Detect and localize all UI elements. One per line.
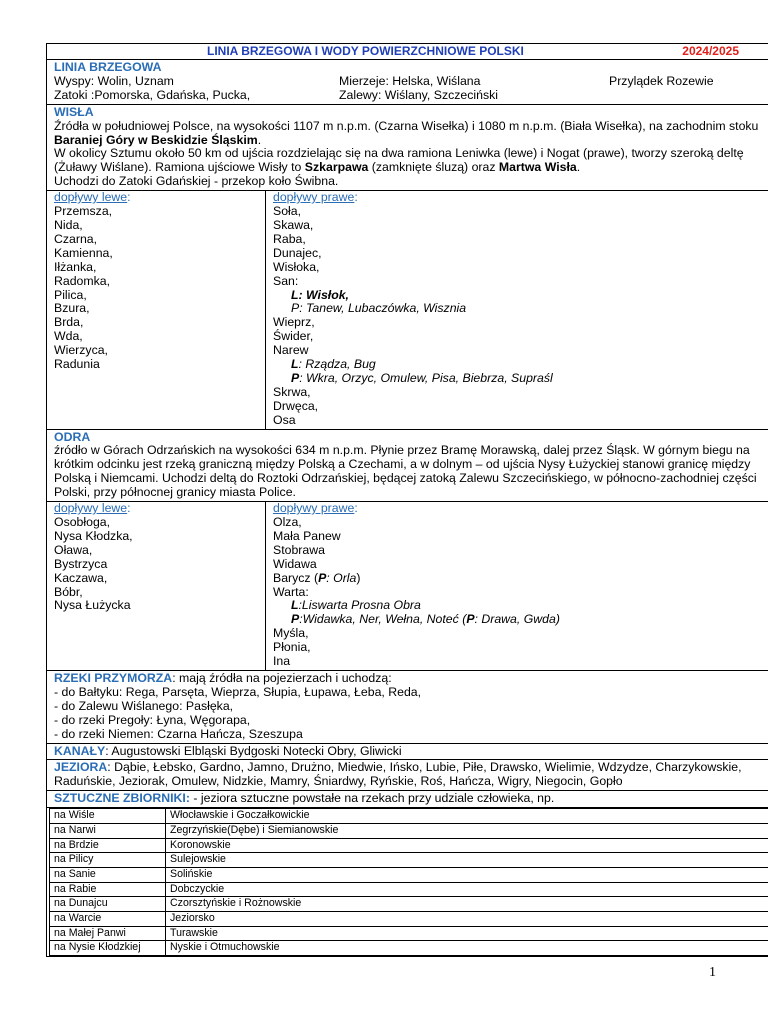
- reservoir-river-cell: na Warcie: [50, 912, 166, 927]
- tributary-item: Drwęca,: [273, 398, 319, 413]
- odra-right-tributaries: dopływy prawe: Olza, Mała Panew Stobrawa Widawa Barycz (P: Orla) Warta: L:Liswarta Prosna Obra P:Widawka, Ner, Wełna, Noteć (P: Drawa, Gwda) Myśla, Płonia, Ina: [266, 502, 768, 670]
- lakes-title: JEZIORA: [54, 760, 108, 775]
- table-row: [50, 838, 768, 853]
- document-title: LINIA BRZEGOWA I WODY POWIERZCHNIOWE POLSKI: [207, 43, 524, 58]
- coastal-river-item: - do Bałtyku: Rega, Parsęta, Wieprza, Słupia, Łupawa, Łeba, Reda,: [54, 684, 422, 699]
- reservoir-river-cell: na Sanie: [50, 867, 166, 882]
- reservoirs-table: [49, 808, 768, 956]
- wisla-left-tributaries: dopływy lewe: Przemsza, Nida, Czarna, Kamienna, Iłżanka, Radomka, Pilica, Bzura, Brda, Wda, Wierzyca, Radunia: [47, 191, 266, 428]
- reservoir-name-cell: Włocławskie i Goczałkowickie: [166, 809, 768, 824]
- reservoir-river-cell: na Dunajcu: [50, 897, 166, 912]
- tributary-item: Przemsza,: [54, 204, 113, 219]
- left-tributaries-heading: dopływy lewe: [54, 501, 128, 516]
- school-year: 2024/2025: [682, 43, 739, 58]
- narew-right-tributaries: P: Wkra, Orzyc, Omulew, Pisa, Biebrza, Supraśl: [291, 370, 553, 385]
- odra-tributaries: [46, 502, 768, 671]
- document-header: [46, 43, 768, 60]
- tributary-item: Mała Panew: [273, 528, 341, 543]
- tributary-item: Osobłoga,: [54, 515, 111, 529]
- reservoir-river-cell: na Nysie Kłodzkiej: [50, 941, 166, 956]
- reservoir-name-cell: Turawskie: [166, 926, 768, 941]
- reservoirs-title: SZTUCZNE ZBIORNIKI:: [54, 791, 190, 806]
- coastal-rivers-title: RZEKI PRZYMORZA: [54, 670, 173, 685]
- reservoir-name-cell: Koronowskie: [166, 838, 768, 853]
- tributary-item: Iłżanka,: [54, 259, 97, 274]
- table-row: [50, 853, 768, 868]
- worksheet: [46, 43, 768, 957]
- san-left-tributaries: L: Wisłok,: [291, 287, 349, 302]
- barycz-item: Barycz (P: Orla): [273, 570, 361, 585]
- tributary-item: Olza,: [273, 515, 302, 529]
- tributary-item: Soła,: [273, 204, 302, 219]
- odra-description: źródło w Górach Odrzańskich na wysokości 634 m n.p.m. Płynie przez Bramę Morawską, dalej przez Śląsk. W górnym biegu na krótkim odcinku jest rzeką graniczną między Polską a Czechami, a w dolnym – od ujścia Nysy Łużyckiej stanowi granicę między Polską i Niemcami. Uchodzi deltą do Roztoki Odrzańskiej, będącej zatoką Zalewu Szczecińskiego, w północno-zachodniej części Polski, przy północnej granicy miasta Police.: [54, 443, 757, 500]
- page-number: 1: [709, 965, 716, 980]
- tributary-item: San:: [273, 273, 299, 288]
- table-row: [50, 867, 768, 882]
- canals-list: : Augustowski Elbląski Bydgoski Notecki Obry, Gliwicki: [105, 743, 402, 758]
- tributary-item: Wieprz,: [273, 315, 315, 330]
- reservoirs-table-wrap: [46, 808, 768, 957]
- wisla-section: [46, 105, 768, 191]
- table-row: [50, 941, 768, 956]
- cape-text: Przylądek Rozewie: [609, 73, 714, 88]
- spits-text: Mierzeje: Helska, Wiślana: [339, 73, 481, 88]
- canals-section: [46, 744, 768, 761]
- islands-text: Wyspy: Wolin, Uznam: [54, 73, 174, 88]
- warta-item: Warta:: [273, 584, 309, 599]
- odra-left-tributaries: dopływy lewe: Osobłoga, Nysa Kłodzka, Oława, Bystrzyca Kaczawa, Bóbr, Nysa Łużycka: [47, 502, 266, 670]
- tributary-item: Bóbr,: [54, 584, 83, 599]
- reservoir-river-cell: na Brdzie: [50, 838, 166, 853]
- reservoir-name-cell: Dobczyckie: [166, 882, 768, 897]
- tributary-item: Myśla,: [273, 626, 309, 641]
- left-tributaries-heading: dopływy lewe: [54, 190, 128, 205]
- reservoir-name-cell: Solińskie: [166, 867, 768, 882]
- tributary-item: Świder,: [273, 329, 314, 344]
- tributary-item: Wda,: [54, 329, 83, 344]
- tributary-item: Raba,: [273, 231, 306, 246]
- tributary-item: Wierzyca,: [54, 343, 108, 358]
- wisla-tributaries: [46, 191, 768, 429]
- coastal-rivers-intro: : mają źródła na pojezierzach i uchodzą:: [172, 670, 392, 685]
- coastal-river-item: - do Zalewu Wiślanego: Pasłęka,: [54, 698, 234, 713]
- tributary-item: Ina: [273, 654, 291, 669]
- bays-text: Zatoki :Pomorska, Gdańska, Pucka,: [54, 87, 251, 102]
- tributary-item: Nysa Kłodzka,: [54, 528, 133, 543]
- tributary-item: Widawa: [273, 556, 317, 571]
- tributary-item: Nida,: [54, 217, 83, 232]
- tributary-item: Radunia: [54, 357, 100, 372]
- canals-title: KANAŁY: [54, 743, 106, 758]
- right-tributaries-heading: dopływy prawe: [273, 501, 355, 516]
- tributary-item: Bystrzyca: [54, 556, 108, 571]
- tributary-item: Czarna,: [54, 231, 98, 246]
- reservoir-name-cell: Nyskie i Otmuchowskie: [166, 941, 768, 956]
- right-tributaries-heading: dopływy prawe: [273, 190, 355, 205]
- tributary-item: Radomka,: [54, 273, 111, 288]
- reservoir-name-cell: Czorsztyńskie i Rożnowskie: [166, 897, 768, 912]
- table-row: [50, 809, 768, 824]
- reservoir-name-cell: Jeziorsko: [166, 912, 768, 927]
- reservoir-river-cell: na Małej Panwi: [50, 926, 166, 941]
- table-row: [50, 897, 768, 912]
- lakes-section: [46, 760, 768, 791]
- tributary-item: Oława,: [54, 542, 93, 557]
- wisla-right-tributaries: dopływy prawe: Soła, Skawa, Raba, Dunajec, Wisłoka, San: L: Wisłok, P: Tanew, Lubaczówka, Wisznia Wieprz, Świder, Narew L: Rządza, Bug P: Wkra, Orzyc, Omulew, Pisa, Biebrza, Supraśl Skrwa, Drwęca, Osa: [266, 191, 768, 428]
- reservoir-river-cell: na Narwi: [50, 823, 166, 838]
- lakes-list: : Dąbie, Łebsko, Gardno, Jamno, Drużno, Miedwie, Ińsko, Lubie, Piłe, Drawsko, Wielimie, Wdzydze, Charzykowskie, Raduńskie, Jeziorak, Omulew, Nidzkie, Mamry, Śniardwy, Ryńskie, Roś, Hańcza, Wigry, Niegocin, Gopło: [54, 760, 742, 789]
- wisla-mouth-text: Uchodzi do Zatoki Gdańskiej - przekop koło Świbna.: [54, 174, 339, 189]
- lagoons-text: Zalewy: Wiślany, Szczeciński: [339, 87, 498, 102]
- tributary-item: Płonia,: [273, 640, 311, 655]
- coastline-title: LINIA BRZEGOWA: [54, 60, 162, 74]
- reservoirs-section: [46, 791, 768, 808]
- tributary-item: Narew: [273, 343, 309, 358]
- warta-left-tributaries: L:Liswarta Prosna Obra: [291, 598, 421, 613]
- reservoir-river-cell: na Pilicy: [50, 853, 166, 868]
- reservoir-river-cell: na Wiśle: [50, 809, 166, 824]
- san-right-tributaries: P: Tanew, Lubaczówka, Wisznia: [291, 301, 467, 316]
- warta-right-tributaries: P:Widawka, Ner, Wełna, Noteć (P: Drawa, Gwda): [291, 612, 560, 627]
- tributary-item: Stobrawa: [273, 542, 325, 557]
- coastal-river-item: - do rzeki Pregoły: Łyna, Węgorapa,: [54, 712, 251, 727]
- tributary-item: Nysa Łużycka: [54, 598, 131, 613]
- tributary-item: Osa: [273, 412, 296, 427]
- tributary-item: Kamienna,: [54, 245, 113, 260]
- narew-left-tributaries: L: Rządza, Bug: [291, 357, 376, 372]
- tributary-item: Brda,: [54, 315, 84, 330]
- tributary-item: Skrwa,: [273, 384, 311, 399]
- wisla-delta-text: W okolicy Sztumu około 50 km od ujścia rozdzielając się na dwa ramiona Leniwka (lewe) i Nogat (prawe), tworzy szeroką deltę (Żuławy Wiślane). Ramiona ujściowe Wisły to Szkarpawa (zamknięte śluzą) oraz Martwa Wisła.: [54, 146, 744, 175]
- table-row: [50, 912, 768, 927]
- reservoirs-intro: - jeziora sztuczne powstałe na rzekach przy udziale człowieka, np.: [189, 791, 555, 806]
- coastal-river-item: - do rzeki Niemen: Czarna Hańcza, Szeszupa: [54, 726, 303, 741]
- tributary-item: Dunajec,: [273, 245, 322, 260]
- table-row: [50, 882, 768, 897]
- tributary-item: Bzura,: [54, 301, 90, 316]
- odra-section: [46, 430, 768, 503]
- wisla-title: WISŁA: [54, 104, 94, 119]
- table-row: [50, 823, 768, 838]
- tributary-item: Skawa,: [273, 217, 314, 232]
- tributary-item: Pilica,: [54, 287, 87, 302]
- table-row: [50, 926, 768, 941]
- odra-title: ODRA: [54, 429, 91, 444]
- tributary-item: Kaczawa,: [54, 570, 108, 585]
- reservoir-name-cell: Zegrzyńskie(Dębe) i Siemianowskie: [166, 823, 768, 838]
- tributary-item: Wisłoka,: [273, 259, 320, 274]
- coastal-rivers-section: [46, 671, 768, 744]
- reservoir-name-cell: Sulejowskie: [166, 853, 768, 868]
- coastline-section: [46, 60, 768, 105]
- wisla-source-text: Źródła w południowej Polsce, na wysokości 1107 m n.p.m. (Czarna Wisełka) i 1080 m n.p.m. (Biała Wisełka), na zachodnim stoku Baraniej Góry w Beskidzie Śląskim.: [54, 118, 759, 147]
- reservoir-river-cell: na Rabie: [50, 882, 166, 897]
